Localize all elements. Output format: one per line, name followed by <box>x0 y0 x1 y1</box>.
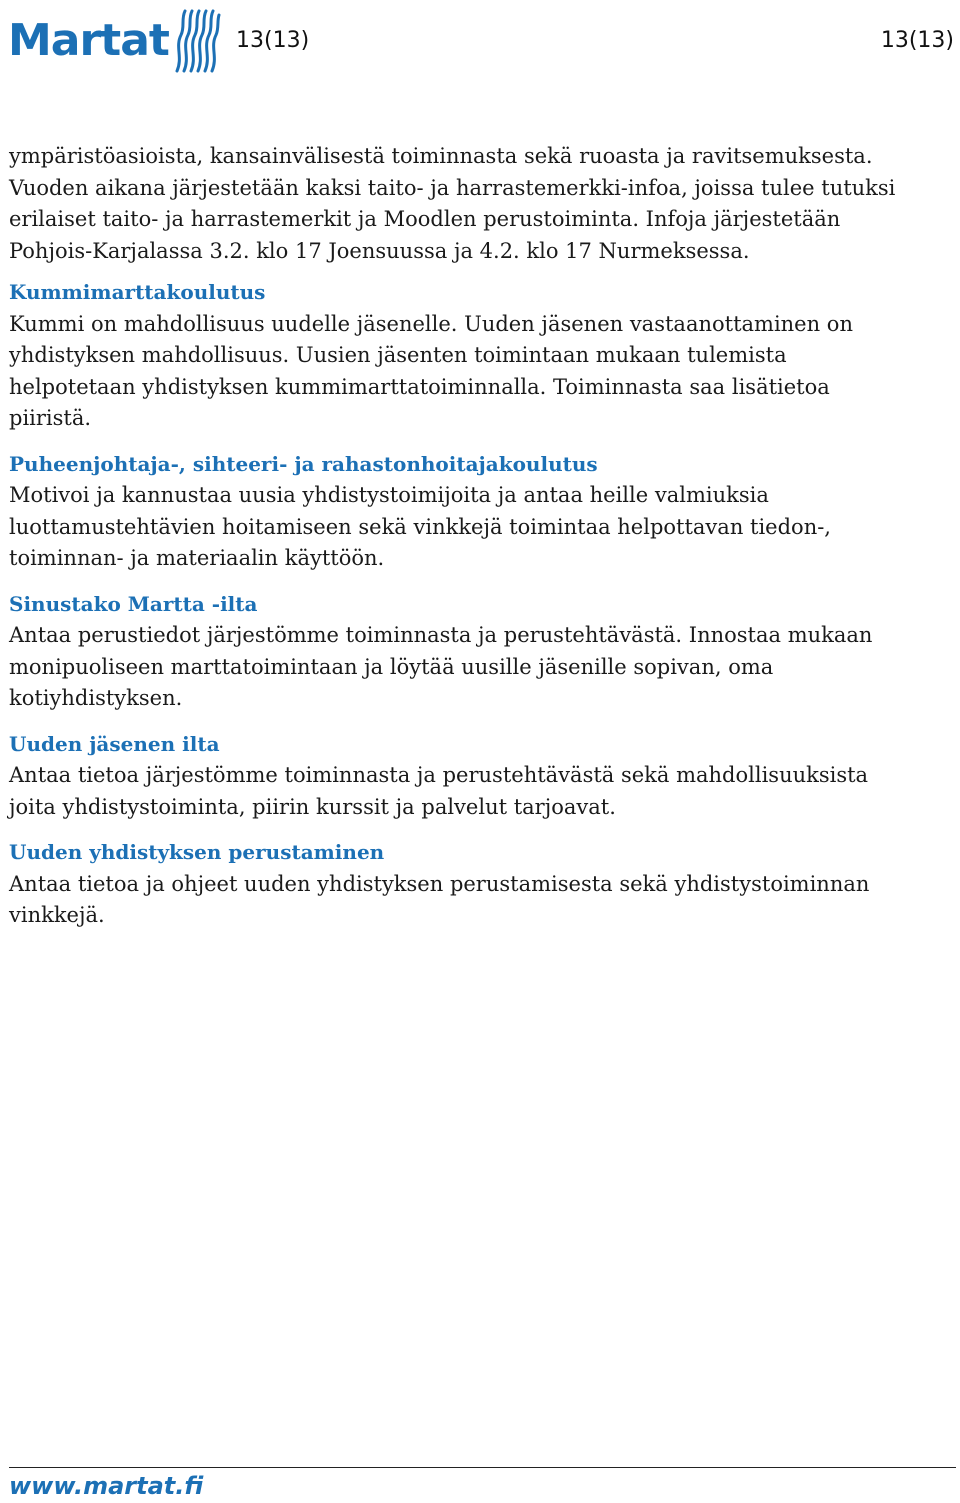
page-number-right: 13(13) <box>880 28 954 53</box>
text-line: Pohjois-Karjalassa 3.2. klo 17 Joensuussa ja 4.2. klo 17 Nurmeksessa. <box>9 238 750 263</box>
page-number-left: 13(13) <box>236 28 310 53</box>
section-heading: Sinustako Martta -ilta <box>9 591 258 616</box>
section-uuden-jasenen-ilta <box>9 729 954 824</box>
martat-logo <box>8 6 221 76</box>
section-heading: Uuden yhdistyksen perustaminen <box>9 840 385 864</box>
text-line: Antaa tietoa järjestömme toiminnasta ja perustehtävästä sekä mahdollisuuksista <box>9 763 869 787</box>
section-heading: Kummimarttakoulutus <box>9 280 266 304</box>
section-puheenjohtajakoulutus <box>9 449 954 575</box>
footer-website-link[interactable]: www.martat.fi <box>9 1472 204 1500</box>
text-line: Antaa perustiedot järjestömme toiminnasta ja perustehtävästä. Innostaa mukaan <box>9 623 873 647</box>
text-line: Kummi on mahdollisuus uudelle jäsenelle. Uuden jäsenen vastaanottaminen on <box>9 311 853 336</box>
text-line: vinkkejä. <box>9 903 105 927</box>
document-body <box>9 141 954 932</box>
section-kummimarttakoulutus <box>9 277 954 435</box>
text-line: helpotetaan yhdistyksen kummimarttatoiminnalla. Toiminnasta saa lisätietoa <box>9 374 830 399</box>
text-line: joita yhdistystoiminta, piirin kurssit ja palvelut tarjoavat. <box>9 794 616 819</box>
text-line: Motivoi ja kannustaa uusia yhdistystoimijoita ja antaa heille valmiuksia <box>9 483 769 507</box>
section-heading: Puheenjohtaja-, sihteeri- ja rahastonhoitajakoulutus <box>9 451 598 476</box>
text-line: luottamustehtävien hoitamiseen sekä vinkkejä toimintaa helpottavan tiedon-, <box>9 514 831 539</box>
section-heading: Uuden jäsenen ilta <box>9 731 220 756</box>
section-sinustako-martta <box>9 589 954 715</box>
text-line: toiminnan- ja materiaalin käyttöön. <box>9 546 385 570</box>
footer-divider <box>9 1467 956 1468</box>
text-line: kotiyhdistyksen. <box>9 686 183 710</box>
text-line: yhdistyksen mahdollisuus. Uusien jäsenten toimintaan mukaan tulemista <box>9 343 787 367</box>
intro-paragraph <box>9 141 954 267</box>
logo-text: Martat <box>8 15 169 66</box>
wave-emblem-icon <box>173 7 221 75</box>
text-line: erilaiset taito- ja harrastemerkit ja Moodlen perustoiminta. Infoja järjestetään <box>9 207 841 231</box>
text-line: Vuoden aikana järjestetään kaksi taito- ja harrastemerkki-infoa, joissa tulee tutuksi <box>9 175 896 200</box>
text-line: ympäristöasioista, kansainvälisestä toiminnasta sekä ruoasta ja ravitsemuksesta. <box>9 144 873 168</box>
text-line: monipuoliseen marttatoimintaan ja löytää uusille jäsenille sopivan, oma <box>9 654 774 679</box>
text-line: piiristä. <box>9 406 92 430</box>
text-line: Antaa tietoa ja ohjeet uuden yhdistyksen perustamisesta sekä yhdistystoiminnan <box>9 871 870 896</box>
section-uuden-yhdistyksen-perustaminen <box>9 837 954 932</box>
page-header <box>0 0 960 80</box>
